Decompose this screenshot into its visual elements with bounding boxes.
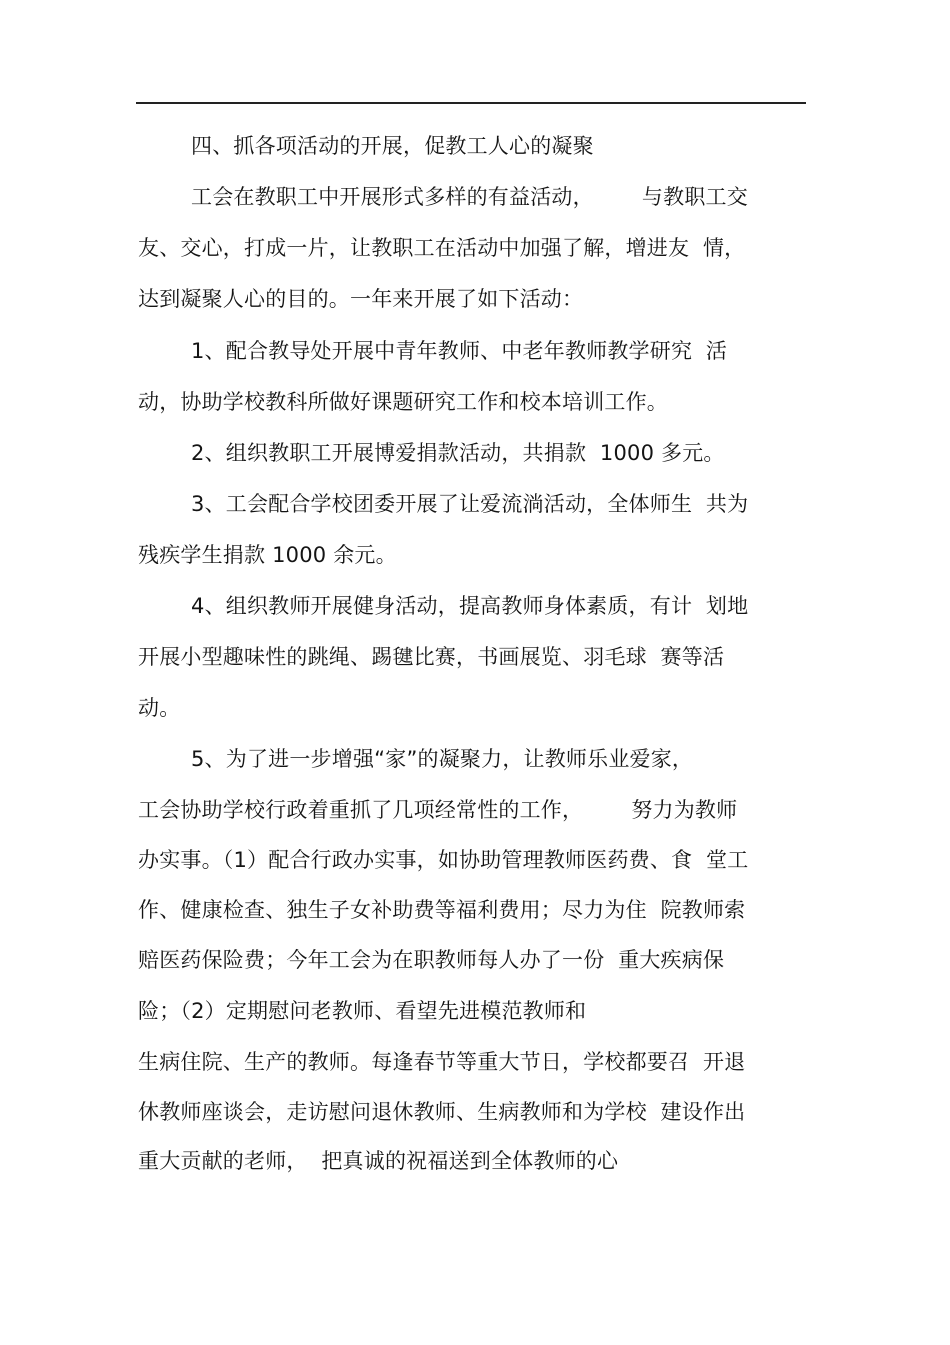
- list-item-line: 5、为了进一步增强“家”的凝聚力，让教师乐业爱家，: [191, 747, 694, 771]
- list-item-line: 赔医药保险费；今年工会为在职教师每人办了一份 重大疾病保: [138, 948, 725, 972]
- list-item-line: 险；（2）定期慰问老教师、看望先进模范教师和: [138, 999, 587, 1023]
- paragraph-line: 工会在教职工中开展形式多样的有益活动， 与教职工交: [191, 185, 748, 209]
- list-item-line: 动，协助学校教科所做好课题研究工作和校本培训工作。: [138, 390, 668, 414]
- paragraph-line: 友、交心，打成一片，让教职工在活动中加强了解，增进友 情，: [138, 236, 746, 260]
- list-item-line: 作、健康检查、独生子女补助费等福利费用；尽力为住 院教师索: [138, 898, 746, 922]
- list-item-line: 生病住院、生产的教师。每逢春节等重大节日，学校都要召 开退: [138, 1050, 746, 1074]
- list-item-line: 动。: [138, 696, 181, 720]
- list-item-line: 工会协助学校行政着重抓了几项经常性的工作， 努力为教师: [138, 798, 738, 822]
- list-item-line: 残疾学生捐款 1000 余元。: [138, 543, 397, 567]
- list-item-line: 2、组织教职工开展博爱捐款活动，共捐款 1000 多元。: [191, 441, 725, 465]
- list-item-line: 重大贡献的老师， 把真诚的祝福送到全体教师的心: [138, 1149, 619, 1173]
- list-item-line: 1、配合教导处开展中青年教师、中老年教师教学研究 活: [191, 339, 728, 363]
- list-item-line: 办实事。（1）配合行政办实事，如协助管理教师医药费、食 堂工: [138, 848, 749, 872]
- section-heading: 四、抓各项活动的开展，促教工人心的凝聚: [191, 134, 594, 158]
- list-item-line: 4、组织教师开展健身活动，提高教师身体素质，有计 划地: [191, 594, 749, 618]
- header-rule: [136, 102, 806, 104]
- paragraph-line: 达到凝聚人心的目的。一年来开展了如下活动：: [138, 287, 584, 311]
- list-item-line: 休教师座谈会，走访慰问退休教师、生病教师和为学校 建设作出: [138, 1100, 746, 1124]
- list-item-line: 3、工会配合学校团委开展了让爱流淌活动，全体师生 共为: [191, 492, 749, 516]
- list-item-line: 开展小型趣味性的跳绳、踢毽比赛，书画展览、羽毛球 赛等活: [138, 645, 725, 669]
